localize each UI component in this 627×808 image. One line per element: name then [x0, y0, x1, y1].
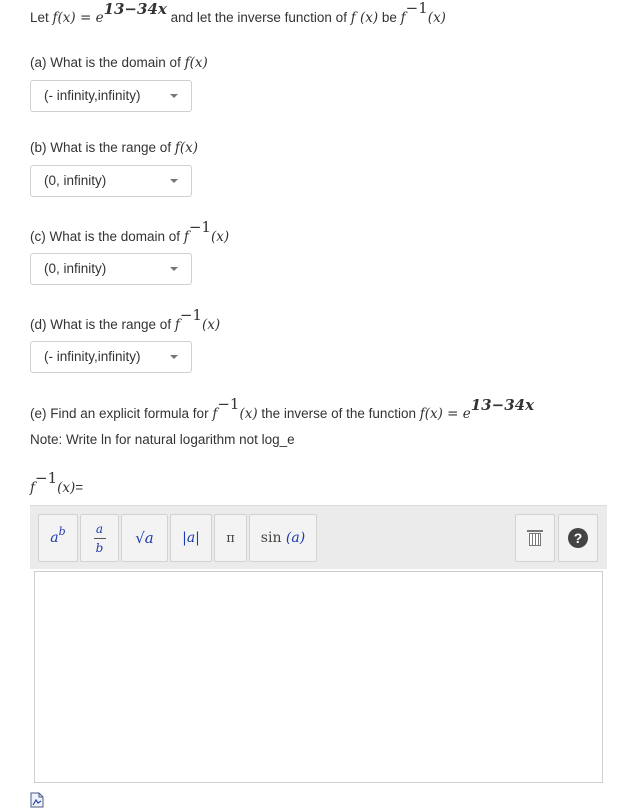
caret-down-icon	[170, 267, 178, 271]
problem-intro: Let f(x) = e13−34x and let the inverse function of f (x) be f−1(x)	[30, 0, 446, 26]
help-icon: ?	[568, 528, 588, 548]
answer-editor[interactable]	[34, 571, 603, 783]
note-text: Note: Write ln for natural logarithm not log_e	[30, 432, 295, 447]
question-a: (a) What is the domain of f(x)	[30, 55, 208, 71]
range-finv-select[interactable]: (- infinity,infinity)	[30, 341, 192, 373]
question-d: (d) What is the range of f−1(x)	[30, 305, 221, 333]
caret-down-icon	[170, 355, 178, 359]
power-button[interactable]: a b	[38, 514, 78, 562]
math-toolbar	[30, 505, 607, 569]
clear-button[interactable]	[515, 514, 555, 562]
question-b: (b) What is the range of f(x)	[30, 140, 198, 156]
answer-label: f−1(x)=	[30, 468, 84, 496]
question-e: (e) Find an explicit formula for f−1(x) the inverse of the function f(x) = e13−34x	[30, 394, 535, 422]
domain-f-select[interactable]: (- infinity,infinity)	[30, 80, 192, 112]
range-f-select[interactable]: (0, infinity)	[30, 165, 192, 197]
trash-icon	[528, 530, 542, 546]
sqrt-button[interactable]: √a	[121, 514, 168, 562]
pi-button[interactable]: π	[214, 514, 247, 562]
question-c: (c) What is the domain of f−1(x)	[30, 217, 230, 245]
sin-button[interactable]: sin (a)	[249, 514, 317, 562]
abs-button[interactable]: |a|	[170, 514, 212, 562]
help-button[interactable]	[558, 514, 598, 562]
fraction-button[interactable]: $\frac{a}{b}$	[80, 514, 119, 562]
domain-finv-select[interactable]: (0, infinity)	[30, 253, 192, 285]
caret-down-icon	[170, 94, 178, 98]
file-icon[interactable]	[30, 792, 44, 808]
caret-down-icon	[170, 179, 178, 183]
